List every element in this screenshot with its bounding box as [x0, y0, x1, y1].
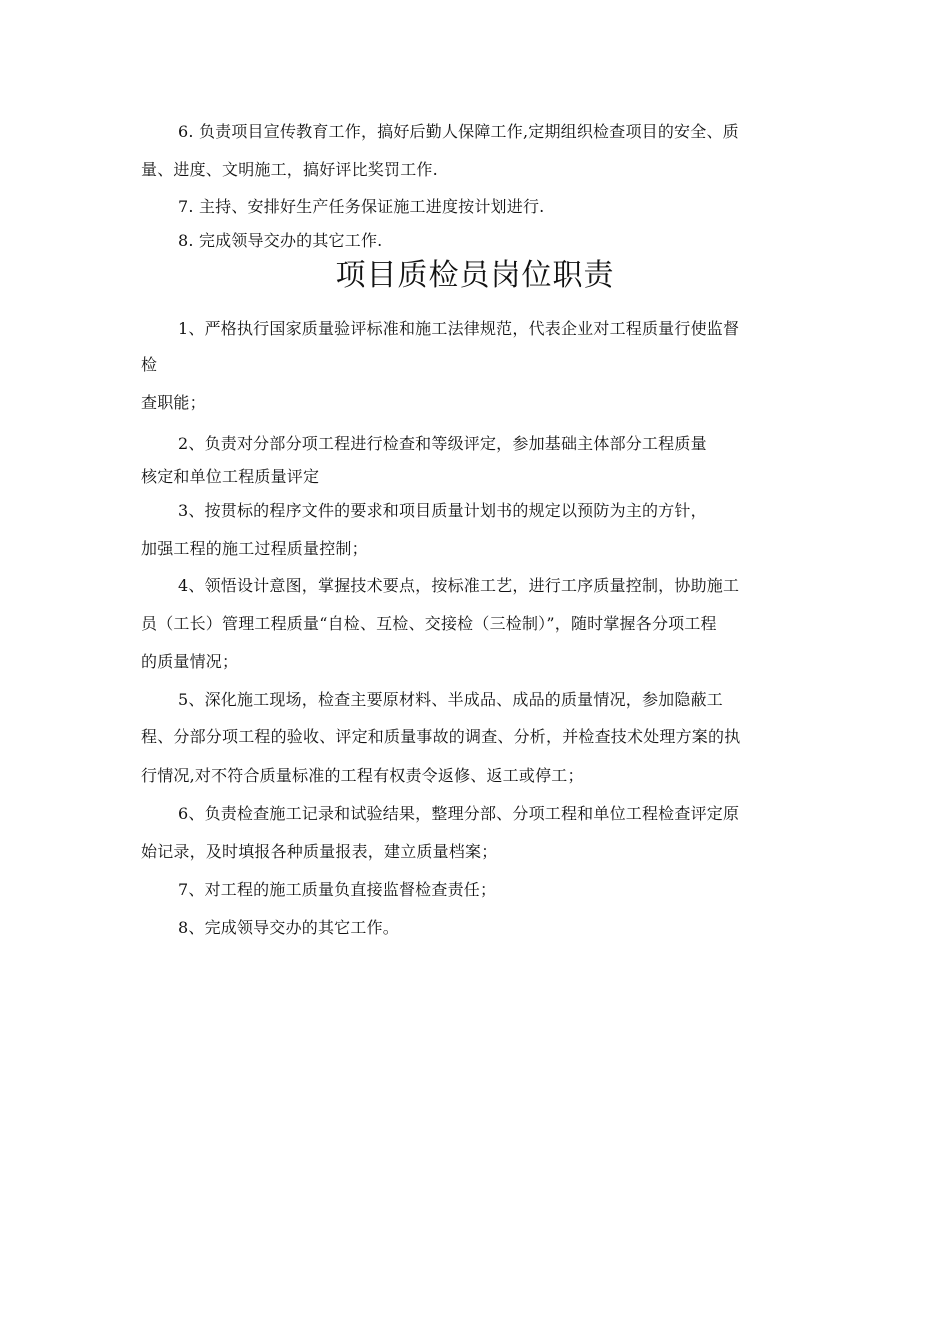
duty-3-line-2: 加强工程的施工过程质量控制；	[141, 539, 368, 558]
duty-1-line-1: 1、严格执行国家质量验评标准和施工法律规范，代表企业对工程质量行使监督	[178, 319, 740, 338]
duty-7-line-1: 7、对工程的施工质量负直接监督检查责任；	[178, 880, 497, 899]
item-6-line-1: 6. 负责项目宣传教育工作，搞好后勤人保障工作,定期组织检查项目的安全、质	[178, 122, 739, 141]
section-title: 项目质检员岗位职责	[335, 258, 615, 293]
duty-4-line-1: 4、领悟设计意图，掌握技术要点，按标准工艺，进行工序质量控制，协助施工	[178, 576, 740, 595]
duty-2-line-1: 2、负责对分部分项工程进行检查和等级评定，参加基础主体部分工程质量	[178, 434, 707, 453]
item-8-line-1: 8. 完成领导交办的其它工作.	[178, 231, 383, 250]
duty-4-line-3: 的质量情况；	[141, 652, 239, 671]
item-7-line-1: 7. 主持、安排好生产任务保证施工进度按计划进行.	[178, 197, 545, 216]
duty-6-line-1: 6、负责检查施工记录和试验结果，整理分部、分项工程和单位工程检查评定原	[178, 804, 740, 823]
duty-1-line-3: 查职能；	[141, 393, 206, 412]
duty-6-line-2: 始记录，及时填报各种质量报表，建立质量档案；	[141, 842, 498, 861]
duty-5-line-2: 程、分部分项工程的验收、评定和质量事故的调查、分析，并检查技术处理方案的执	[141, 727, 741, 746]
duty-4-line-2: 员（工长）管理工程质量“自检、互检、交接检（三检制）”，随时掌握各分项工程	[141, 614, 717, 633]
duty-5-line-1: 5、深化施工现场，检查主要原材料、半成品、成品的质量情况，参加隐蔽工	[178, 690, 723, 709]
duty-1-line-2: 检	[141, 355, 158, 374]
duty-3-line-1: 3、按贯标的程序文件的要求和项目质量计划书的规定以预防为主的方针，	[178, 501, 707, 520]
duty-8-line-1: 8、完成领导交办的其它工作。	[178, 918, 399, 937]
duty-2-line-2: 核定和单位工程质量评定	[141, 467, 320, 486]
item-6-line-2: 量、进度、文明施工，搞好评比奖罚工作.	[141, 160, 438, 179]
duty-5-line-3: 行情况,对不符合质量标准的工程有权责令返修、返工或停工；	[141, 766, 584, 785]
